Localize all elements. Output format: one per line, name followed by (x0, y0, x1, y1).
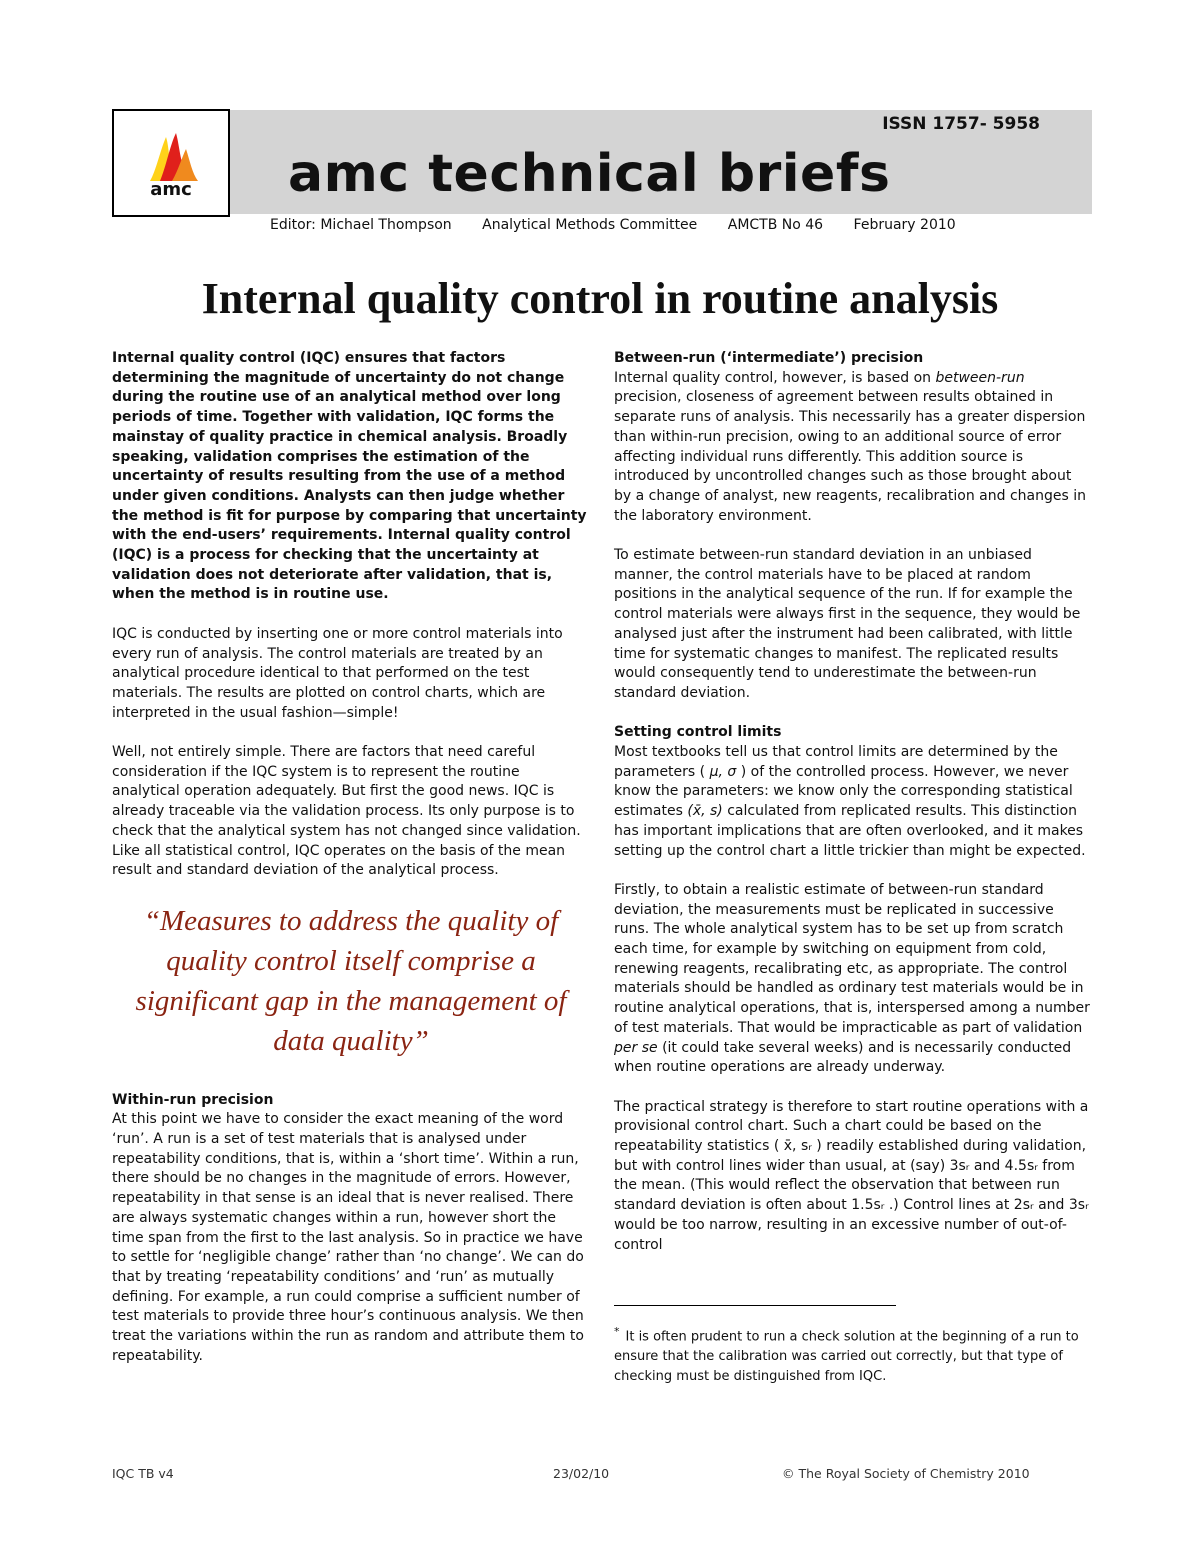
brand-title: amc technical briefs (288, 144, 891, 204)
parameters: μ, σ (709, 763, 737, 780)
intro-paragraph: Internal quality control (IQC) ensures that factors determining the magnitude of uncertainty do not change during the routine use of an analytical method over long periods of time. Together with validation, IQC forms the mainstay of quality practice in chemical analysis. Broadly speaking, validation comprises the estimation of the uncertainty of results resulting from the use of a method under given conditions. Analysts can then judge whether the method is fit for purpose by comparing that uncertainty with the end-users’ requirements. Internal quality control (IQC) is a process for checking that the uncertainty at validation does not deteriorate after validation, that is, when the method is in routine use. (112, 350, 587, 603)
text: Most textbooks tell us that control limits are determined by the parameters ( (614, 744, 1058, 780)
footer-date: 23/02/10 (553, 1466, 610, 1481)
footnote-text: It is often prudent to run a check solution at the beginning of a run to ensure that the calibration was carried out correctly, but that type of checking must be distinguished from IQC. (614, 1329, 1079, 1385)
flame-icon (146, 131, 200, 183)
logo-text: amc (150, 179, 192, 200)
footnote (614, 1322, 1092, 1387)
paragraph: IQC is conducted by inserting one or more control materials into every run of analysis. The control materials are treated by an analytical procedure identical to that performed on the test materials. The results are plotted on control charts, which are interpreted in the usual fashion—simple! (112, 625, 563, 721)
paragraph: The practical strategy is therefore to start routine operations with a provisional control chart. Such a chart could be based on the repeatability statistics ( x̄, sᵣ ) readily established during validation, but with control lines wider than usual, at (say) 3sᵣ and 4.5sᵣ from the mean. (This would reflect the observation that between run standard deviation is often about 1.5sᵣ .) Control lines at 2sᵣ and 3sᵣ would be too narrow, resulting in an excessive number of out-of-control (614, 1098, 1089, 1253)
section-heading: Between-run (‘intermediate’) precision (614, 350, 924, 366)
committee: Analytical Methods Committee (482, 217, 698, 233)
pull-quote: “Measures to address the quality of quality control itself comprise a significant gap in the management of data quality” (135, 904, 567, 1057)
left-column (112, 349, 590, 1386)
paragraph: To estimate between-run standard deviation in an unbiased manner, the control materials have to be placed at random positions in the analytical sequence of the run. If for example the control materials were always first in the sequence, they would be analysed just after the instrument had been calibrated, with little time for systematic changes to manifest. The replicated results would consequently tend to underestimate the between-run standard deviation. (614, 547, 1081, 701)
section-heading: Setting control limits (614, 724, 782, 741)
text: calculated from replicated results. This distinction has important implications that are often overlooked, and it makes setting up the control chart a little trickier than might be expected. (614, 803, 1086, 859)
text: precision, closeness of agreement between results obtained in separate runs of analysis. This necessarily has a greater dispersion than within-run precision, owing to an additional source of error affecting individual runs differently. This addition source is introduced by uncontrolled changes such as those brought about by a change of analyst, new reagents, recalibration and changes in the laboratory environment. (614, 389, 1086, 524)
amc-logo (112, 109, 230, 217)
footer-copyright: © The Royal Society of Chemistry 2010 (782, 1466, 1030, 1481)
footnote-rule (614, 1305, 896, 1306)
right-column (614, 349, 1092, 1275)
paragraph (614, 743, 1092, 861)
paragraph (614, 369, 1092, 527)
text: ) of the controlled process. However, we never know the parameters: we know only the corresponding statistical estimates (614, 763, 1073, 820)
footnote-mark: * (614, 1325, 620, 1338)
issue-number: AMCTB No 46 (727, 217, 824, 233)
estimates: (x̄, s) (687, 803, 723, 820)
editor: Editor: Michael Thompson (270, 217, 452, 233)
footer-version: IQC TB v4 (112, 1466, 174, 1481)
emphasis: per se (614, 1039, 658, 1056)
paragraph: At this point we have to consider the exact meaning of the word ‘run’. A run is a set of test materials that is analysed under repeatability conditions, that is, within a ‘short time’. Within a run, there should be no changes in the magnitude of errors. However, repeatability in that sense is an ideal that is never realised. There are always systematic changes within a run, however short the time span from the first to the last analysis. So in practice we have to settle for ‘negligible change’ rather than ‘no change’. We can do that by treating ‘repeatability conditions’ and ‘run’ as mutually defining. For example, a run could comprise a sufficient number of test materials to provide three hour’s continuous analysis. We then treat the variations within the run as random and attribute them to repeatability. (112, 1111, 584, 1364)
issue-date: February 2010 (853, 217, 956, 233)
emphasis: between-run (935, 369, 1025, 386)
paragraph (614, 881, 1092, 1078)
section-heading: Within-run precision (112, 1091, 274, 1108)
text: Firstly, to obtain a realistic estimate of between-run standard deviation, the measurements must be replicated in successive runs. The whole analytical system has to be set up from scratch each time, for example by switching on equipment from cold, renewing reagents, recalibrating etc, as appropriate. The control materials should be handled as ordinary test materials would be in routine analytical operations, that is, interspersed among a number of test materials. That would be impracticable as part of validation (614, 881, 1090, 1036)
editor-line (270, 217, 982, 239)
text: Internal quality control, however, is based on (614, 369, 936, 386)
text: (it could take several weeks) and is necessarily conducted when routine operations are already underway. (614, 1039, 1072, 1076)
issn: ISSN 1757- 5958 (882, 114, 1040, 134)
paragraph: Well, not entirely simple. There are factors that need careful consideration if the IQC system is to represent the routine analytical operation adequately. But first the good news. IQC is already traceable via the validation process. Its only purpose is to check that the analytical system has not changed since validation. Like all statistical control, IQC operates on the basis of the mean result and standard deviation of the analytical process. (112, 744, 581, 879)
page-title: Internal quality control in routine analysis (201, 274, 999, 323)
